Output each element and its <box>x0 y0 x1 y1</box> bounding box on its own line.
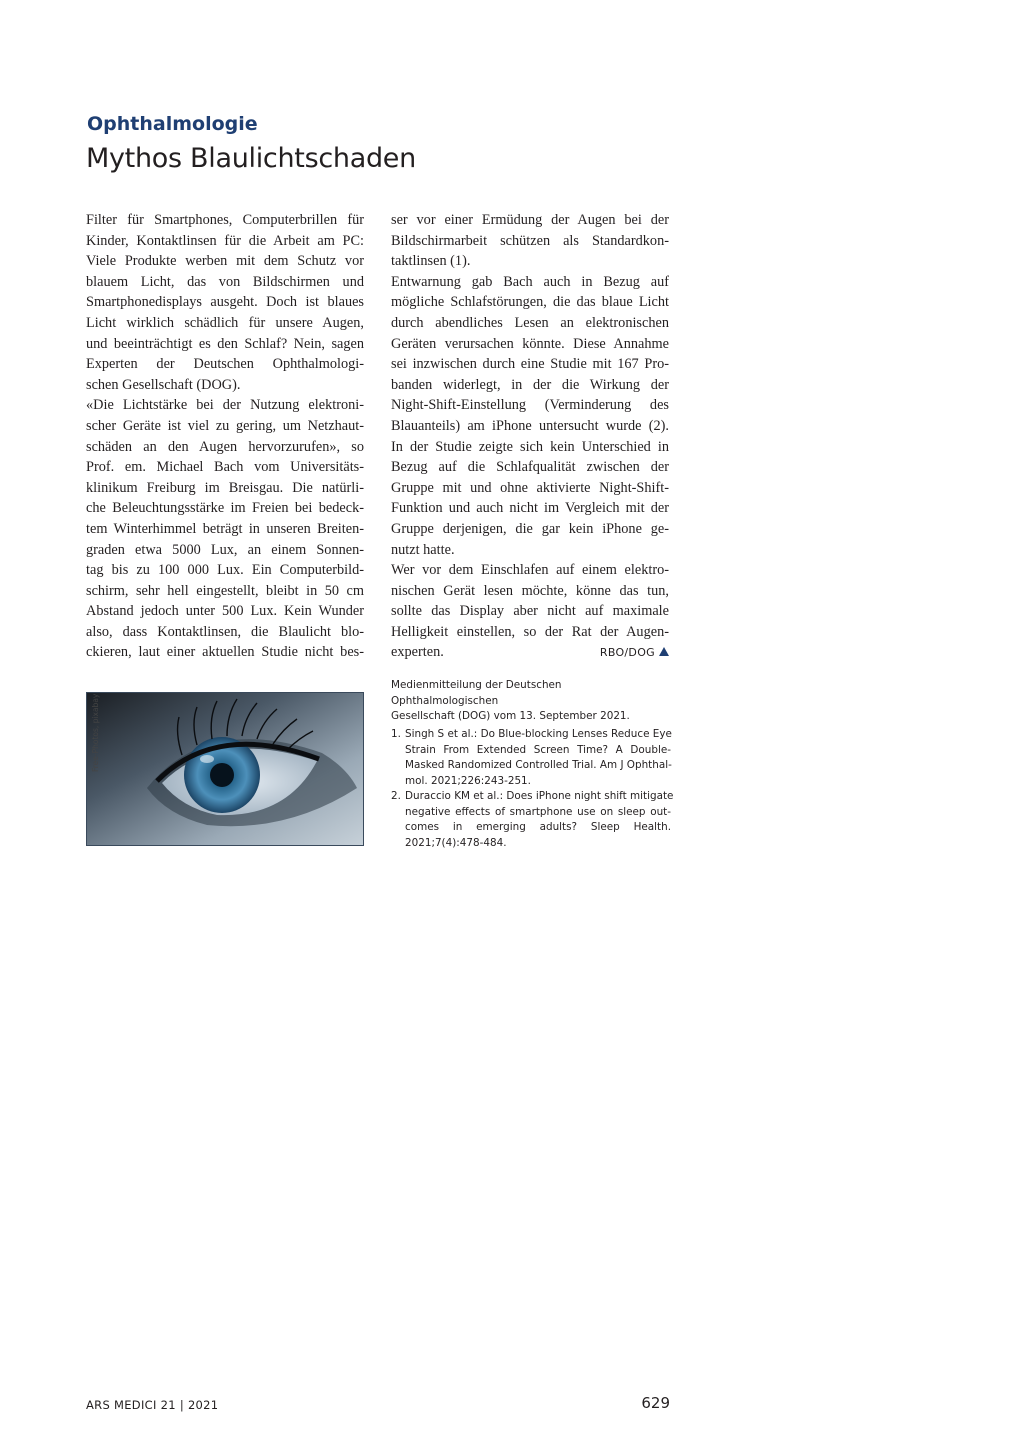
text-line: Kinder, Kontaktlinsen für die Arbeit am PC: <box>86 232 364 249</box>
section-kicker: Ophthalmologie <box>87 113 258 135</box>
text-line: scher Geräte ist viel zu gering, um Netzhaut- <box>86 417 364 434</box>
end-triangle-icon <box>659 647 669 656</box>
text-line: Abstand jedoch unter 500 Lux. Kein Wunder <box>86 603 364 620</box>
reference-line: Singh S et al.: Do Blue-blocking Lenses Reduce Eye <box>405 728 672 740</box>
reference-item <box>391 789 674 851</box>
reference-line: Masked Randomized Controlled Trial. Am J Ophthal- <box>405 759 672 771</box>
text-line: Filter für Smartphones, Computerbrillen für <box>86 212 364 228</box>
text-line: Bezug auf die Schlafqualität zwischen der <box>391 459 669 476</box>
text-line: und beeinträchtigt es den Schlaf? Nein, sagen <box>86 335 364 352</box>
text-line: Gruppe mit und ohne aktivierte Night-Shift- <box>391 479 669 496</box>
text-line: Licht wirklich schädlich für unsere Augen, <box>86 314 364 331</box>
text-line: taktlinsen (1). <box>391 253 471 270</box>
reference-line: negative effects of smartphone use on sleep out- <box>405 805 671 818</box>
text-line: klinikum Freiburg im Breisgau. Die natürli- <box>86 479 364 496</box>
text-line: ckieren, laut einer aktuellen Studie nicht bes- <box>86 644 364 661</box>
text-line: durch abendliches Lesen an elektronischen <box>391 314 669 331</box>
text-line: Viele Produkte werben mit dem Schutz vor <box>86 253 364 270</box>
text-line: schäden an den Augen hervorzurufen», so <box>86 438 364 455</box>
reference-line: Strain From Extended Screen Time? A Double- <box>405 743 671 756</box>
text-line: Blauanteils) am iPhone untersucht wurde (2). <box>391 417 669 434</box>
text-line: tag bis zu 100 000 Lux. Ein Computerbild- <box>86 562 364 579</box>
text-line: nischen Gerät lesen möchte, könne das tun, <box>391 582 669 599</box>
text-line: Entwarnung gab Bach auch in Bezug auf <box>391 273 669 290</box>
reference-number: 1. <box>391 728 401 740</box>
text-line: «Die Lichtstärke bei der Nutzung elektroni- <box>86 397 364 414</box>
text-line: Prof. em. Michael Bach vom Universitäts- <box>86 459 364 476</box>
text-line: che Beleuchtungsstärke im Freien bei bedeck- <box>86 500 364 517</box>
eye-photo <box>86 692 364 846</box>
text-line: experten. <box>391 644 444 661</box>
reference-line: comes in emerging adults? Sleep Health. <box>405 821 671 833</box>
text-line: Geräten verursachen könnte. Diese Annahme <box>391 335 669 352</box>
text-line: blauem Licht, das von Bildschirmen und <box>86 273 364 290</box>
text-line: graden etwa 5000 Lux, an einem Sonnen- <box>86 541 364 558</box>
closing-line <box>391 642 669 663</box>
text-line: Funktion und auch nicht im Vergleich mit der <box>391 500 669 517</box>
press-note-line: Gesellschaft (DOG) vom 13. September 2021. <box>391 710 630 722</box>
eye-image <box>87 693 364 846</box>
reference-line: Duraccio KM et al.: Does iPhone night shift mitigate <box>405 790 674 802</box>
text-line: Gruppe derjenigen, die gar kein iPhone ge- <box>391 520 669 537</box>
reference-number: 2. <box>391 790 401 802</box>
photo-credit: Free-Photos, pixabay <box>91 693 100 772</box>
press-note-line: Medienmitteilung der Deutschen Ophthalmologischen <box>391 679 562 707</box>
journal-footer: ARS MEDICI 21 | 2021 <box>86 1398 219 1412</box>
text-line: mögliche Schlafstörungen, die das blaue Licht <box>391 294 669 311</box>
author-credit <box>600 642 669 663</box>
article-column-left <box>86 210 364 663</box>
text-line: banden widerlegt, in der die Wirkung der <box>391 376 669 393</box>
text-line: tem Winterhimmel beträgt in unseren Breiten- <box>86 520 364 537</box>
text-line: Bildschirmarbeit schützen als Standardkon- <box>391 232 669 249</box>
text-line: sei inzwischen durch eine Studie mit 167 Pro- <box>391 356 669 373</box>
text-line: Wer vor dem Einschlafen auf einem elektro- <box>391 562 669 579</box>
press-note <box>391 678 671 725</box>
text-line: ser vor einer Ermüdung der Augen bei der <box>391 212 669 228</box>
text-line: Experten der Deutschen Ophthalmologi- <box>86 356 364 373</box>
text-line: Night-Shift-Einstellung (Verminderung des <box>391 397 669 414</box>
article-column-right <box>391 210 669 663</box>
text-line: Smartphonedisplays ausgeht. Doch ist blaues <box>86 294 364 311</box>
reference-line: mol. 2021;226:243-251. <box>405 774 531 787</box>
reference-line: 2021;7(4):478-484. <box>405 836 507 849</box>
text-line: sollte das Display aber nicht auf maximale <box>391 603 669 620</box>
text-line: schen Gesellschaft (DOG). <box>86 376 241 393</box>
text-line: nutzt hatte. <box>391 541 455 558</box>
article-title: Mythos Blaulichtschaden <box>86 143 416 174</box>
text-line: In der Studie zeigte sich kein Unterschied in <box>391 438 669 455</box>
reference-list <box>391 727 674 851</box>
text-line: Helligkeit einstellen, so der Rat der Augen- <box>391 623 669 640</box>
page-number: 629 <box>641 1394 670 1412</box>
reference-item <box>391 727 671 789</box>
author-credit-label: RBO/DOG <box>599 646 655 660</box>
text-line: also, dass Kontaktlinsen, die Blaulicht blo- <box>86 623 364 640</box>
text-line: schirm, sehr hell eingestellt, bleibt in 50 cm <box>86 582 364 599</box>
